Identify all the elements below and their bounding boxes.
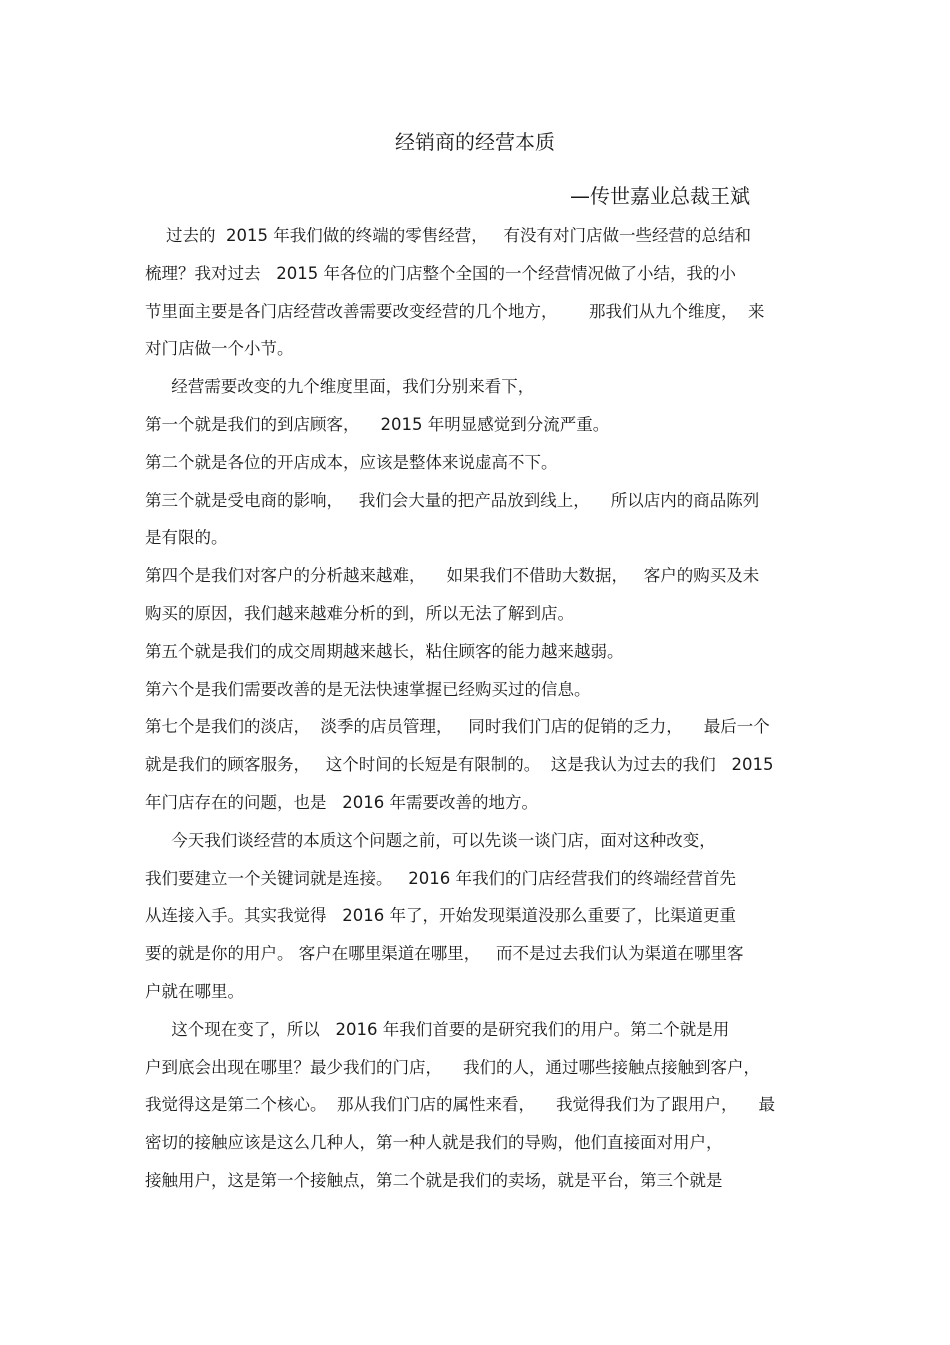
text-line: 从连接入手。其实我觉得 2016 年了，开始发现渠道没那么重要了，比渠道更重 [145,906,736,926]
text-line: 我们要建立一个关键词就是连接。 2016 年我们的门店经营我们的终端经营首先 [145,868,736,888]
text-line: 第三个就是受电商的影响， 我们会大量的把产品放到线上， 所以店内的商品陈列 [145,490,760,510]
text-line: 节里面主要是各门店经营改善需要改变经营的几个地方， 那我们从九个维度， 来 [145,301,765,321]
text-line: 接触用户，这是第一个接触点，第二个就是我们的卖场，就是平台，第三个就是 [145,1170,723,1190]
text-line: 经营需要改变的九个维度里面，我们分别来看下， [145,377,535,397]
text-line: 第五个就是我们的成交周期越来越长，粘住顾客的能力越来越弱。 [145,641,624,661]
text-line: 是有限的。 [145,528,228,548]
text-line: 第六个是我们需要改善的是无法快速掌握已经购买过的信息。 [145,679,591,699]
text-line: 就是我们的顾客服务， 这个时间的长短是有限制的。 这是我认为过去的我们 2015 [145,755,774,775]
text-line: 对门店做一个小节。 [145,339,294,359]
text-line: 第四个是我们对客户的分析越来越难， 如果我们不借助大数据， 客户的购买及未 [145,566,760,586]
text-line: 今天我们谈经营的本质这个问题之前，可以先谈一谈门店，面对这种改变， [145,830,716,850]
text-line: 要的就是你的用户。 客户在哪里渠道在哪里， 而不是过去我们认为渠道在哪里客 [145,944,744,964]
text-line: 过去的 2015 年我们做的终端的零售经营， 有没有对门店做一些经营的总结和 [145,226,751,245]
text-line: 户到底会出现在哪里？最少我们的门店， 我们的人，通过哪些接触点接触到客户， [145,1057,760,1077]
text-line: 第二个就是各位的开店成本，应该是整体来说虚高不下。 [145,452,558,472]
text-line: 我觉得这是第二个核心。 那从我们门店的属性来看， 我觉得我们为了跟用户， 最 [145,1095,775,1115]
text-line: 年门店存在的问题，也是 2016 年需要改善的地方。 [145,792,538,812]
text-line: 户就在哪里。 [145,981,244,1001]
document-title: 经销商的经营本质 [395,130,555,154]
text-line: 购买的原因，我们越来越难分析的到，所以无法了解到店。 [145,603,574,623]
document-author: —传世嘉业总裁王斌 [570,184,750,208]
text-line: 这个现在变了，所以 2016 年我们首要的是研究我们的用户。第二个就是用 [145,1019,730,1039]
text-line: 第七个是我们的淡店， 淡季的店员管理， 同时我们门店的促销的乏力， 最后一个 [145,717,770,737]
text-line: 第一个就是我们的到店顾客， 2015 年明显感觉到分流严重。 [145,414,610,434]
text-line: 密切的接触应该是这么几种人，第一种人就是我们的导购，他们直接面对用户， [145,1133,723,1153]
document-body [145,224,813,1207]
text-line: 梳理？我对过去 2015 年各位的门店整个全国的一个经营情况做了小结，我的小 [145,263,736,283]
